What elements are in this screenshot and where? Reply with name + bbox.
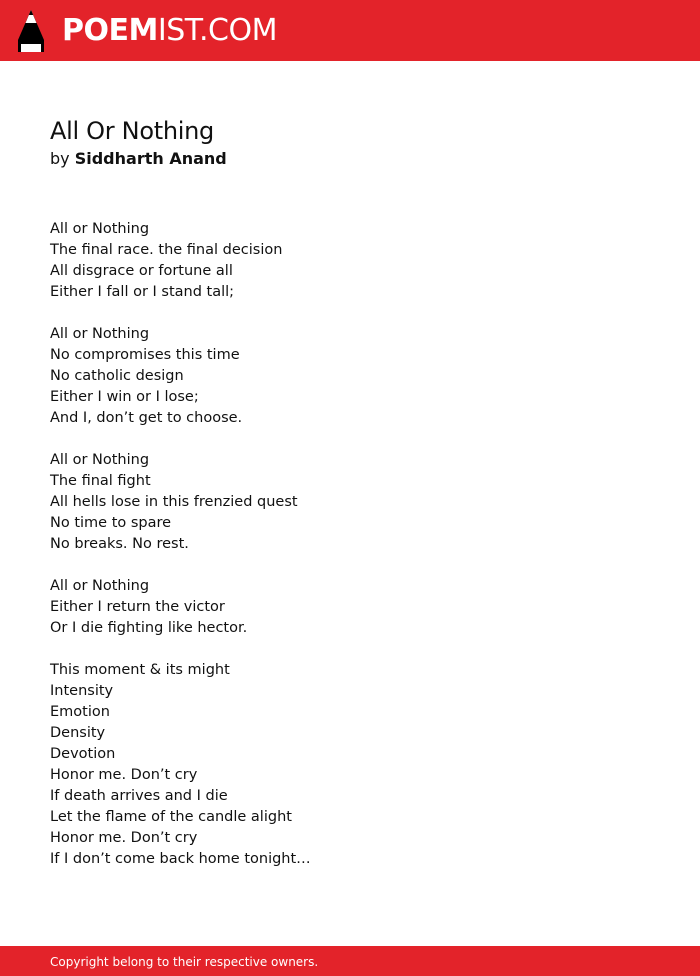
poem-line: The final fight — [50, 473, 151, 489]
poem-line: No time to spare — [50, 515, 172, 531]
poem-line: And I, don’t get to choose. — [50, 410, 243, 426]
poem-line: No compromises this time — [50, 347, 240, 363]
poem-line: All hells lose in this frenzied quest — [50, 494, 298, 510]
pencil-logo-icon[interactable] — [18, 10, 44, 52]
brand-light: IST.COM — [157, 13, 277, 48]
brand-logo-text[interactable] — [62, 12, 277, 50]
poem-line: Emotion — [50, 704, 110, 720]
poem-line: Devotion — [50, 746, 116, 762]
poem-line: All or Nothing — [50, 578, 150, 594]
poem-line: If I don’t come back home tonight… — [50, 851, 311, 867]
poem-title: All Or Nothing — [50, 117, 214, 145]
poem-stanza — [50, 324, 650, 429]
poem-stanza — [50, 576, 650, 639]
poem-line: All or Nothing — [50, 221, 150, 237]
poem-line: Let the flame of the candle alight — [50, 809, 292, 825]
poem-stanza — [50, 660, 650, 870]
byline-prefix: by — [50, 149, 70, 168]
poem-line: Either I fall or I stand tall; — [50, 284, 235, 300]
poem-line: If death arrives and I die — [50, 788, 228, 804]
poem-stanza — [50, 219, 650, 303]
poem-line: Or I die fighting like hector. — [50, 620, 248, 636]
poem-line: Either I win or I lose; — [50, 389, 199, 405]
site-footer — [0, 946, 700, 976]
poem-line: No breaks. No rest. — [50, 536, 189, 552]
poem-line: All or Nothing — [50, 452, 150, 468]
copyright-text: Copyright belong to their respective owners. — [50, 955, 319, 969]
poem-line: Honor me. Don’t cry — [50, 830, 198, 846]
poem-line: Intensity — [50, 683, 114, 699]
poem-line: Either I return the victor — [50, 599, 225, 615]
site-header — [0, 0, 700, 61]
brand-bold: POEM — [62, 13, 158, 48]
poem-line: The final race. the final decision — [50, 242, 283, 258]
poem-line: All or Nothing — [50, 326, 150, 342]
author-name: Siddharth Anand — [74, 149, 227, 168]
poem-line: Honor me. Don’t cry — [50, 767, 198, 783]
poem-line: All disgrace or fortune all — [50, 263, 233, 279]
poem-line: This moment & its might — [50, 662, 230, 678]
poem-stanza — [50, 450, 650, 555]
byline — [50, 149, 227, 169]
poem-line: No catholic design — [50, 368, 184, 384]
poem-body — [50, 219, 650, 891]
poem-line: Density — [50, 725, 106, 741]
